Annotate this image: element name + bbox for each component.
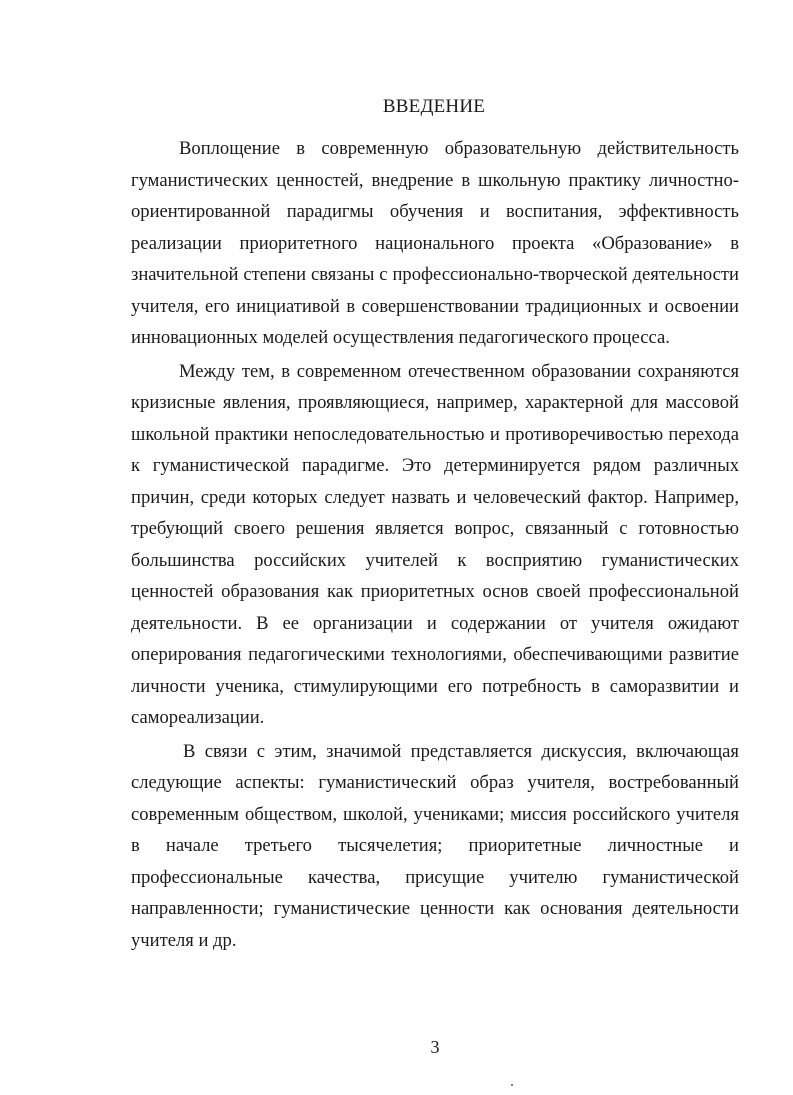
body-text	[131, 133, 739, 956]
paragraph-1: Воплощение в современную образовательную действительность гуманистических ценностей, внедрение в школьную практику личностно-ориентированной парадигмы обучения и воспитания, эффективность реализации приоритетного национального проекта «Образование» в значительной степени связаны с профессионально-творческой деятельности учителя, его инициативой в совершенствовании традиционных и освоении инновационных моделей осуществления педагогического процесса.	[131, 138, 739, 348]
page-number: 3	[430, 1037, 440, 1057]
paragraph-3: В связи с этим, значимой представляется дискуссия, включающая следующие аспекты: гуманистический образ учителя, востребованный современным обществом, школой, учениками; миссия российского учителя в начале третьего тысячелетия; приоритетные личностные и профессиональные качества, присущие учителю гуманистической направленности; гуманистические ценности как основания деятельности учителя и др.	[131, 740, 739, 951]
scan-speck	[511, 1084, 513, 1086]
paragraph-2: Между тем, в современном отечественном образовании сохраняются кризисные явления, проявляющиеся, например, характерной для массовой школьной практики непоследовательностью и противоречивостью перехода к гуманистической парадигме. Это детерминируется рядом различных причин, среди которых следует назвать и человеческий фактор. Например, требующий своего решения является вопрос, связанный с готовностью большинства российских учителей к восприятию гуманистических ценностей образования как приоритетных основ своей профессиональной деятельности. В ее организации и содержании от учителя ожидают оперирования педагогическими технологиями, обеспечивающими развитие личности ученика, стимулирующими его потребность в саморазвитии и самореализации.	[131, 360, 739, 728]
section-heading: ВВЕДЕНИЕ	[382, 96, 486, 117]
